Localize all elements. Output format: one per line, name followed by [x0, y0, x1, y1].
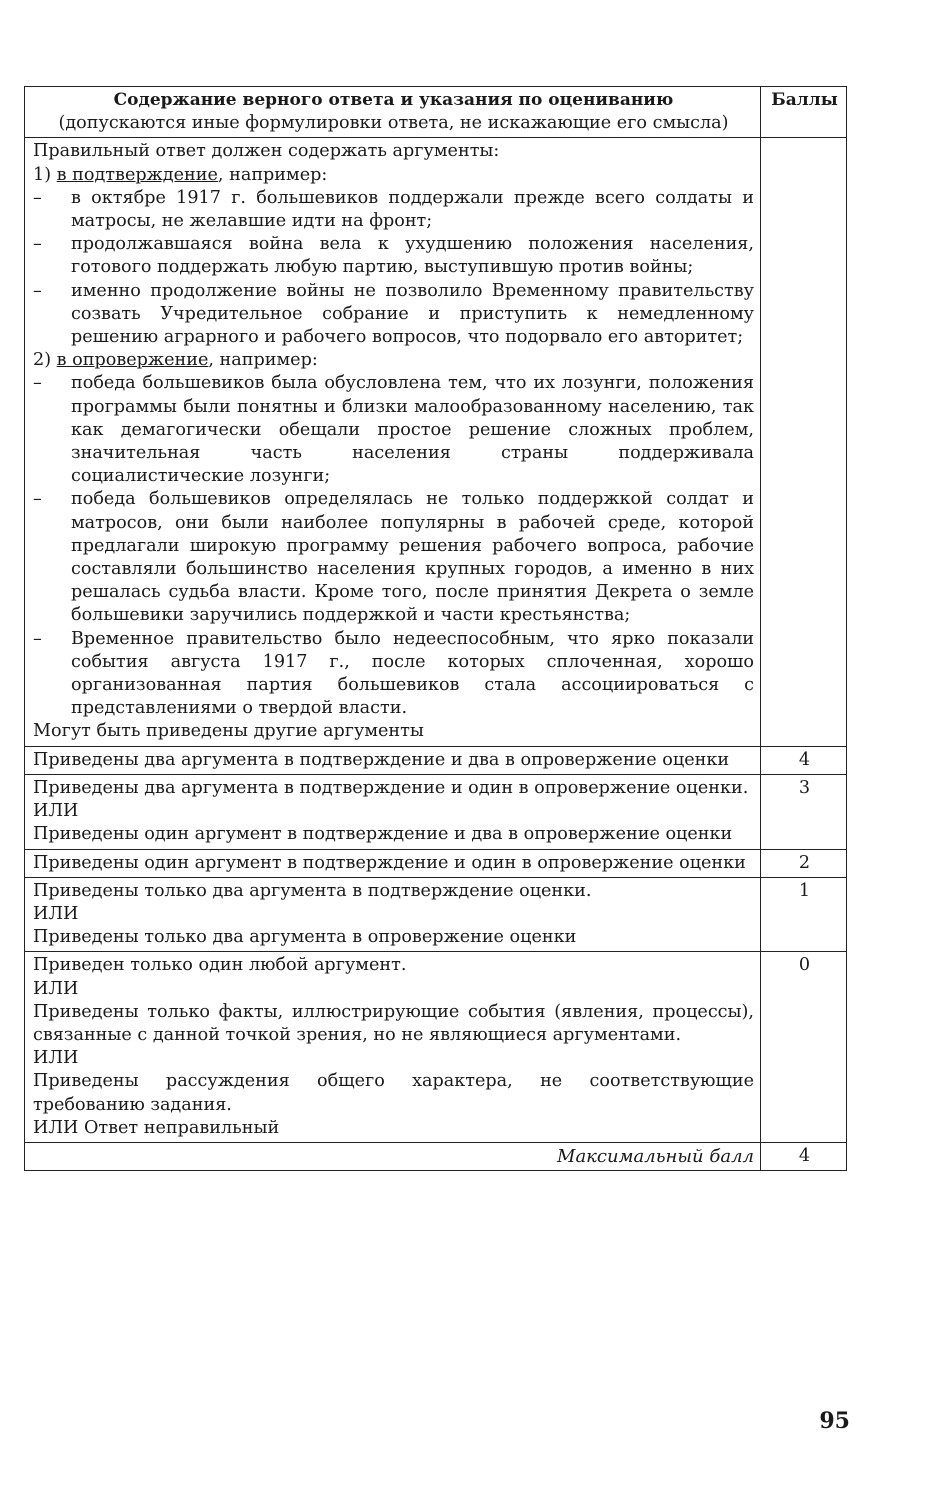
criterion-line: Приведены один аргумент в подтверждение и один в опровержение оценки [33, 852, 746, 873]
criterion-row-4 [25, 746, 847, 774]
dash-mark: – [33, 187, 42, 208]
criterion-line: Приведен только один любой аргумент. [33, 955, 407, 976]
dash-mark: – [33, 489, 42, 510]
list-item [33, 187, 754, 233]
answer-outro: Могут быть приведены другие аргументы [33, 721, 424, 742]
list-item-text: Временное правительство было недееспособным, что ярко показали события августа 1917 г., после которых сплоченная, хорошо организованная партия большевиков стала ассоциироваться с представлениями о твердой власти. [71, 628, 754, 719]
list-item [33, 488, 754, 627]
criterion-or: ИЛИ [33, 978, 79, 999]
part2-heading [33, 349, 754, 372]
criterion-score: 4 [761, 746, 847, 774]
list-item-text: победа большевиков была обусловлена тем, что их лозунги, положения программы были понятны и близки малообразованному населению, так как демагогически обещали простое решение сложных проблем, значительная часть населения страны поддерживала социалистические лозунги; [71, 373, 754, 487]
criterion-or: ИЛИ [33, 903, 79, 924]
header-subtitle: (допускаются иные формулировки ответа, не искажающие его смысла) [58, 113, 729, 134]
list-item-text: именно продолжение войны не позволило Временному правительству созвать Учредительное собрание и приступить к немедленному решению аграрного и рабочего вопросов, что подорвало его авторитет; [71, 280, 754, 348]
list-item [33, 372, 754, 488]
max-score-row [25, 1142, 847, 1170]
header-title: Содержание верного ответа и указания по оцениванию [113, 90, 674, 110]
dash-mark: – [33, 628, 42, 649]
list-item [33, 280, 754, 350]
answer-content-row [25, 138, 847, 746]
max-score-label: Максимальный балл [25, 1142, 761, 1170]
criterion-line: Приведены один аргумент в подтверждение и два в опровержение оценки [33, 824, 733, 845]
criterion-text-cell [25, 877, 761, 952]
criterion-line: ИЛИ Ответ неправильный [33, 1117, 280, 1138]
dash-mark: – [33, 373, 42, 394]
answer-content-cell [25, 138, 761, 746]
criterion-text-cell [25, 746, 761, 774]
part1-heading [33, 164, 754, 187]
list-item-text: в октябре 1917 г. большевиков поддержали прежде всего солдаты и матросы, не желавшие идти на фронт; [71, 187, 754, 232]
part2-number: 2) [33, 350, 57, 371]
criterion-line: Приведены рассуждения общего характера, не соответствующие требованию задания. [33, 1071, 754, 1115]
criterion-text-cell [25, 774, 761, 849]
part2-label: в опровержение [56, 350, 209, 371]
criterion-row-2 [25, 849, 847, 877]
list-item-text: победа большевиков определялась не только поддержкой солдат и матросов, они были наиболее популярны в рабочей среде, которой предлагали широкую программу решения рабочего вопроса, рабочие составляли большинство населения крупных городов, а именно в них решалась судьба власти. Кроме того, после принятия Декрета о земле большевики заручились поддержкой и части крестьянства; [71, 489, 754, 626]
part2-list [33, 372, 754, 720]
criterion-text-cell [25, 952, 761, 1143]
criterion-line: Приведены только два аргумента в подтверждение оценки. [33, 880, 592, 901]
max-score-value: 4 [761, 1142, 847, 1170]
criterion-score: 0 [761, 952, 847, 1143]
answer-intro: Правильный ответ должен содержать аргументы: [33, 141, 500, 162]
part1-label: в подтверждение [56, 164, 218, 185]
part1-number: 1) [33, 164, 57, 185]
part2-suffix: , например: [208, 350, 318, 371]
criterion-text-cell [25, 849, 761, 877]
part1-list [33, 187, 754, 349]
criterion-line: Приведены два аргумента в подтверждение и один в опровержение оценки. [33, 777, 749, 798]
list-item [33, 628, 754, 721]
part1-suffix: , например: [217, 164, 328, 185]
answer-score-cell [761, 138, 847, 746]
grading-table [24, 86, 847, 1171]
criterion-score: 1 [761, 877, 847, 952]
criterion-line: Приведены только факты, иллюстрирующие события (явления, процессы), связанные с данной точкой зрения, но не являющиеся аргументами. [33, 1001, 754, 1045]
criterion-or: ИЛИ [33, 801, 79, 822]
header-score-cell: Баллы [761, 87, 847, 138]
dash-mark: – [33, 280, 42, 301]
header-content-cell [25, 87, 761, 138]
criterion-score: 3 [761, 774, 847, 849]
page-number: 95 [819, 1408, 850, 1434]
criterion-row-1 [25, 877, 847, 952]
list-item [33, 233, 754, 279]
dash-mark: – [33, 234, 42, 255]
criterion-row-0 [25, 952, 847, 1143]
list-item-text: продолжавшаяся война вела к ухудшению положения населения, готового поддержать любую партию, выступившую против войны; [71, 234, 754, 278]
table-header-row [25, 87, 847, 138]
criterion-score: 2 [761, 849, 847, 877]
criterion-row-3 [25, 774, 847, 849]
criterion-or: ИЛИ [33, 1048, 79, 1069]
criterion-line: Приведены только два аргумента в опровержение оценки [33, 927, 577, 948]
criterion-line: Приведены два аргумента в подтверждение и два в опровержение оценки [33, 749, 730, 770]
